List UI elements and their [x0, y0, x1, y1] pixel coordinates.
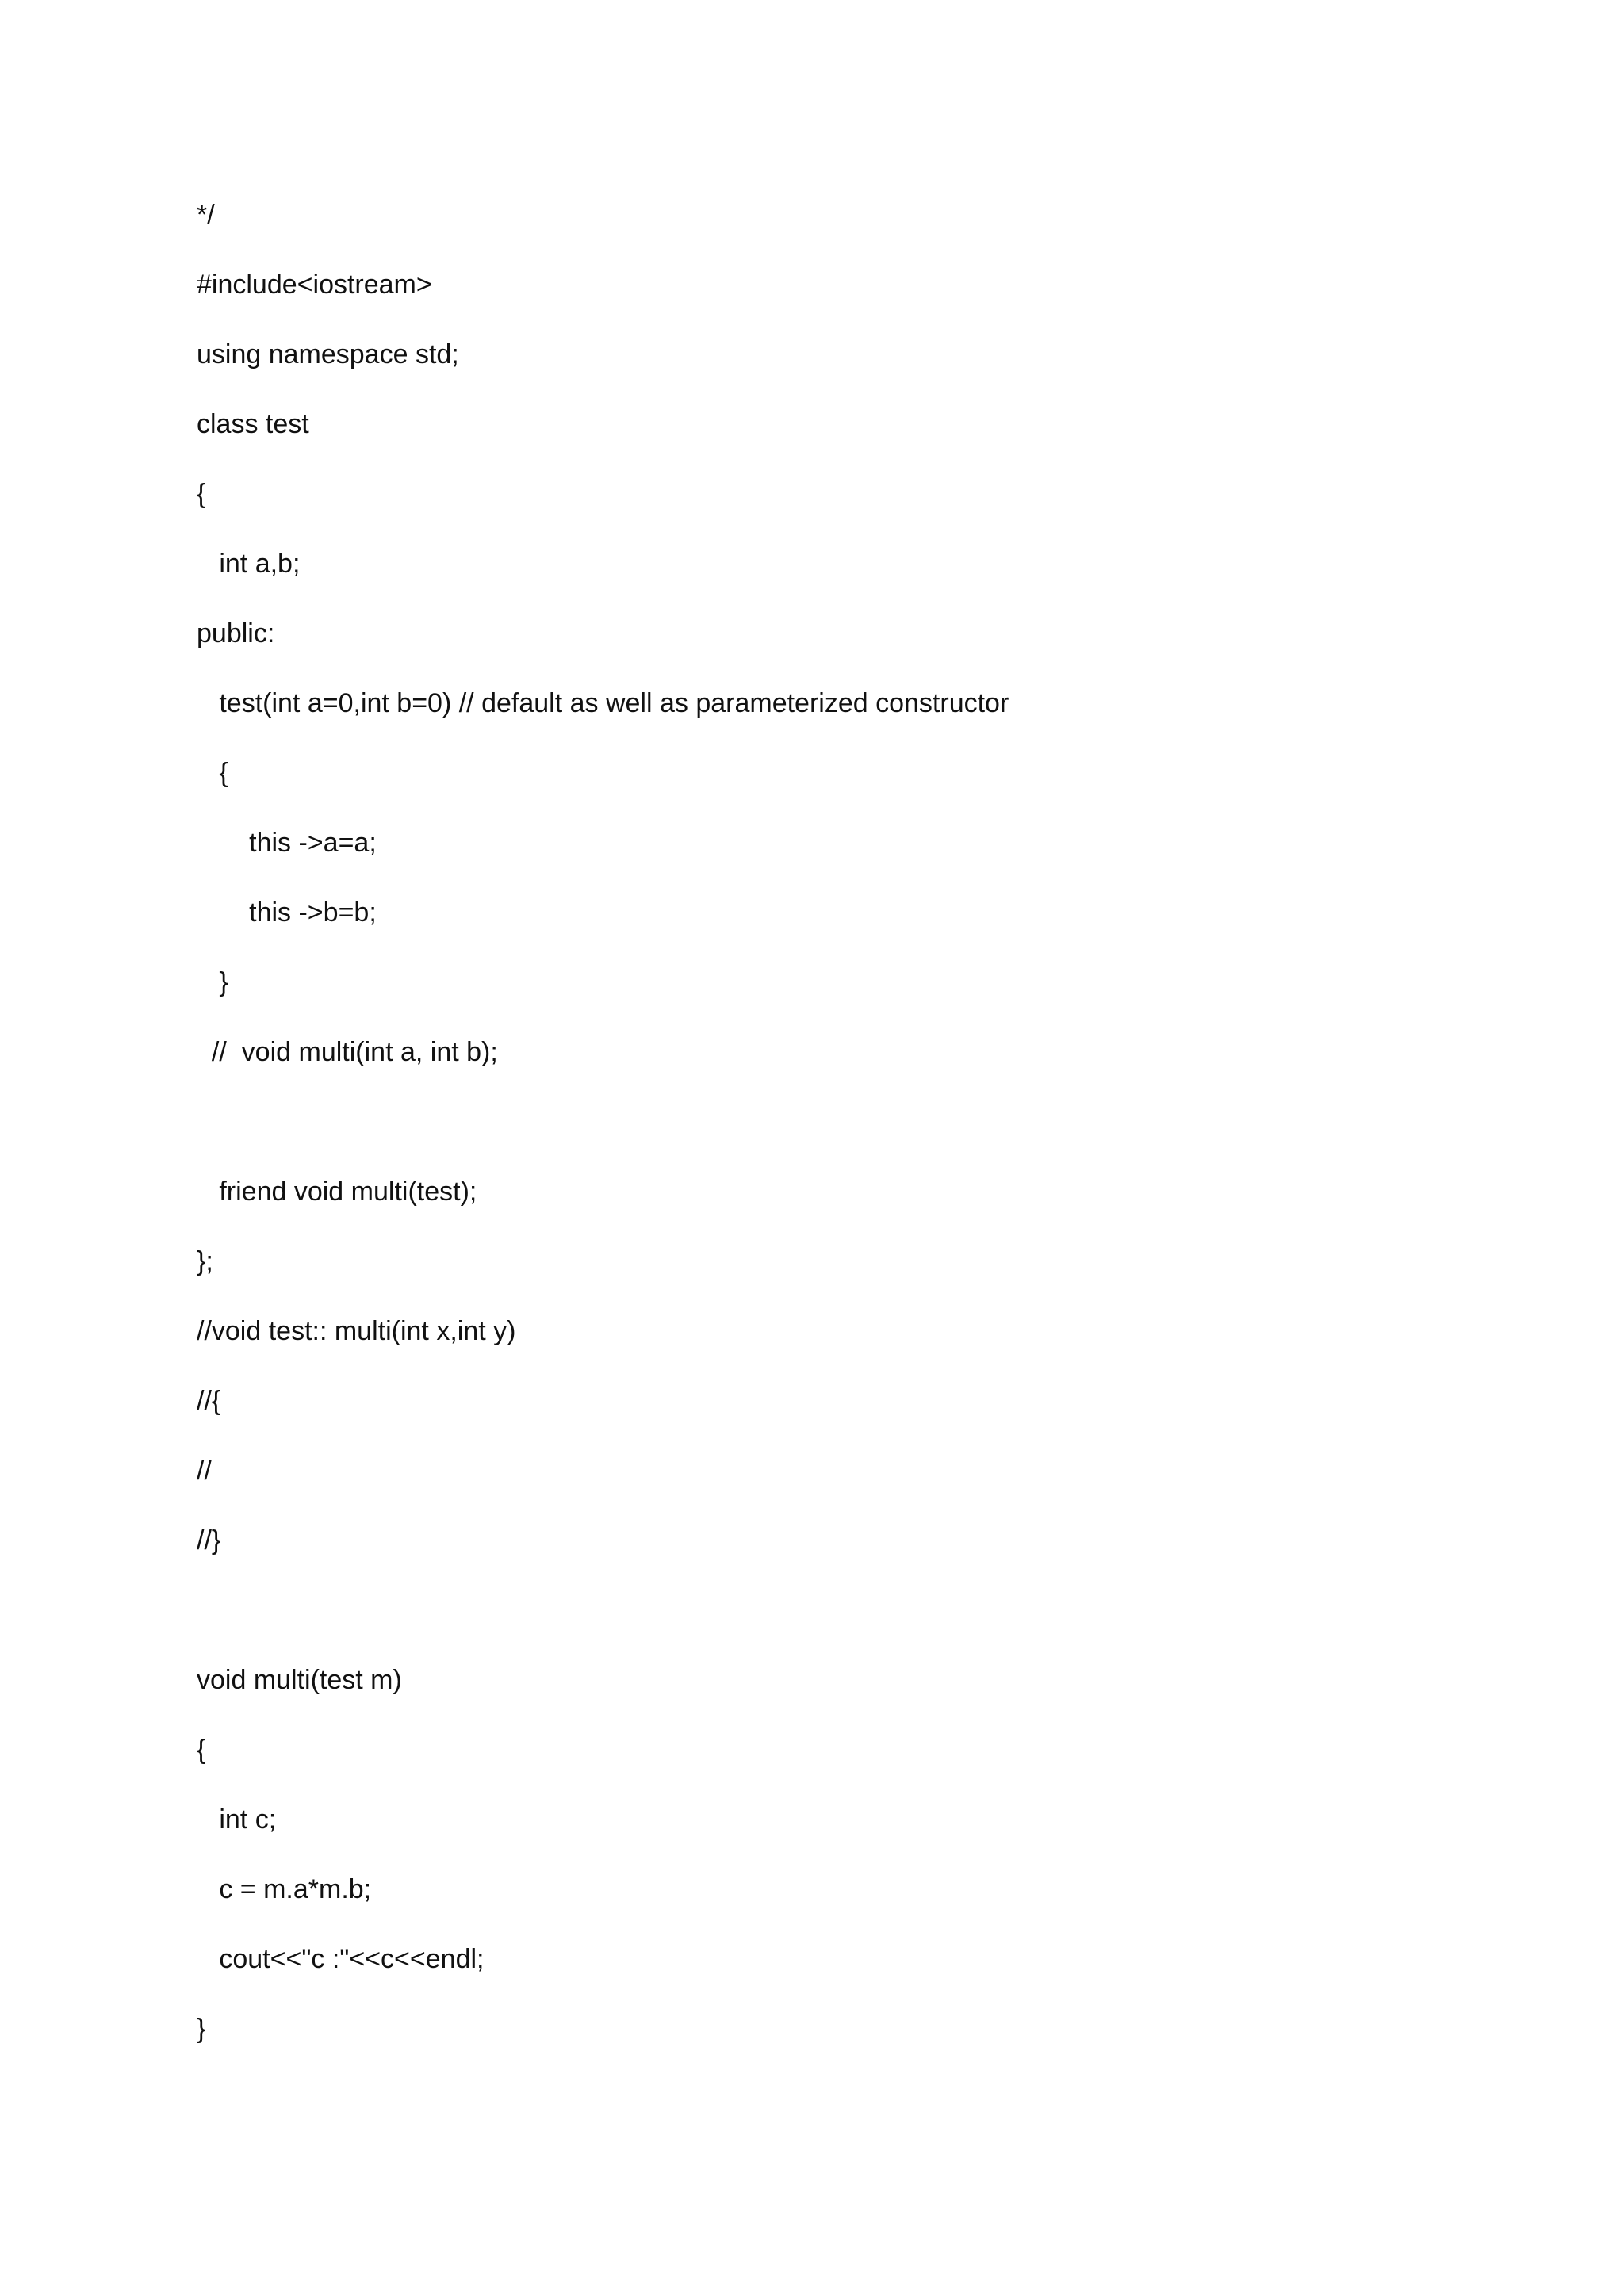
code-line: friend void multi(test); [197, 1177, 477, 1207]
code-line: { [197, 1735, 206, 1765]
code-line: // void multi(int a, int b); [197, 1037, 498, 1067]
code-line: class test [197, 409, 309, 439]
code-line: int a,b; [197, 549, 301, 579]
code-line: using namespace std; [197, 339, 459, 369]
code-line: } [197, 967, 228, 997]
code-line: //{ [197, 1386, 221, 1416]
code-line: int c; [197, 1804, 277, 1835]
blank-line [197, 1101, 1465, 1171]
code-line: //void test:: multi(int x,int y) [197, 1316, 516, 1346]
code-line: */ [197, 200, 215, 230]
code-line: void multi(test m) [197, 1665, 402, 1695]
code-listing [197, 194, 1465, 2078]
code-line: #include<iostream> [197, 270, 432, 300]
code-line: { [197, 758, 228, 788]
code-line: test(int a=0,int b=0) // default as well as parameterized constructor [197, 688, 1009, 718]
code-line: // [197, 1456, 212, 1486]
code-line: public: [197, 618, 275, 649]
code-line: } [197, 2014, 206, 2044]
code-line: //} [197, 1525, 221, 1556]
code-line: c = m.a*m.b; [197, 1874, 372, 1904]
code-line: { [197, 479, 206, 509]
blank-line [197, 1590, 1465, 1659]
code-line: cout<<"c :"<<c<<endl; [197, 1944, 485, 1974]
code-line: this ->a=a; [197, 828, 377, 858]
code-line: this ->b=b; [197, 897, 377, 928]
code-line: }; [197, 1246, 213, 1276]
